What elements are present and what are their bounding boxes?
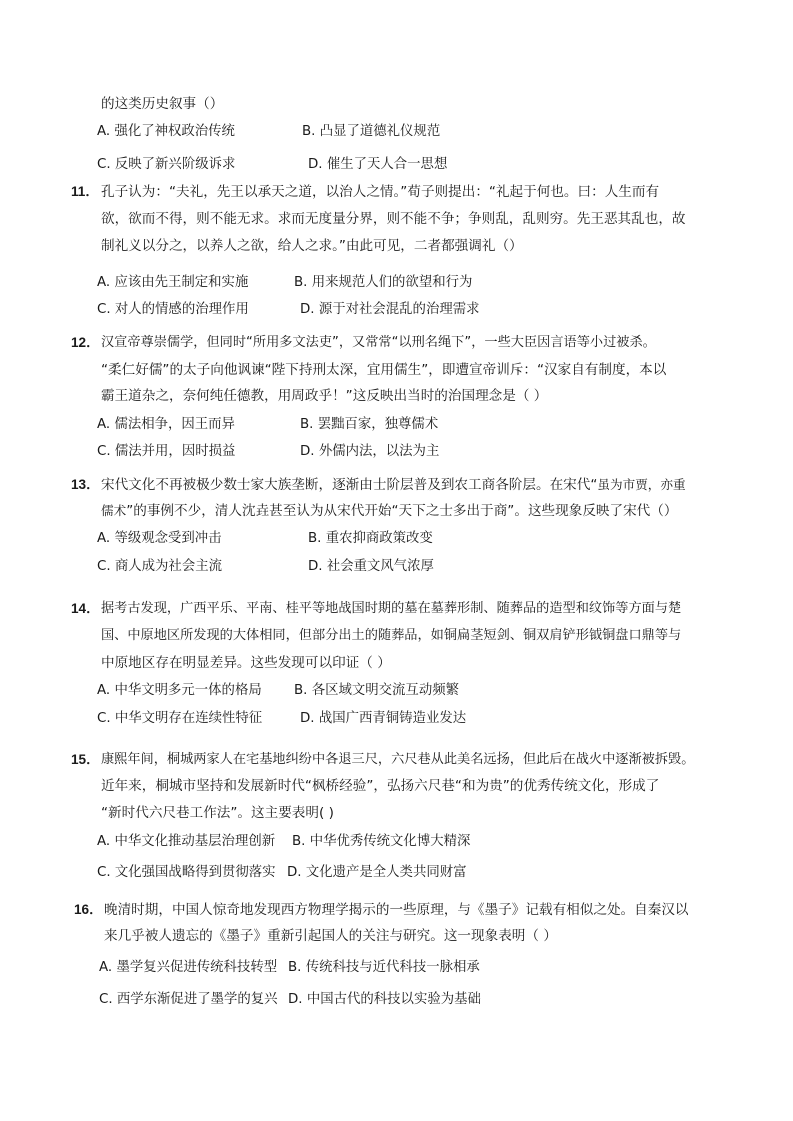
- q13-option-d: D. 社会重文风气浓厚: [308, 559, 434, 574]
- q16-stem-line-1: 晚清时期，中国人惊奇地发现西方物理学揭示的一些原理，与《墨子》记载有相似之处。自秦汉以: [104, 902, 689, 918]
- q11-stem-line-2: 欲，欲而不得，则不能无求。求而无度量分界，则不能不争；争则乱，乱则穷。先王恶其乱也，故: [101, 211, 686, 227]
- q13-option-c: C. 商人成为社会主流: [97, 559, 222, 574]
- q16-option-d: D. 中国古代的科技以实验为基础: [288, 992, 481, 1007]
- q13-quote-part-2: 儒术: [101, 503, 127, 518]
- q15-stem-line-3: “新时代六尺巷工作法”。这主要表明( ): [101, 805, 334, 821]
- q14-number: 14．: [71, 601, 100, 616]
- q11-option-c: C. 对人的情感的治理作用: [97, 302, 249, 317]
- q13-stem-line-2-text: ”的事例不少，清人沈垚甚至认为从宋代开始“天下之士多出于商”。这些现象反映了宋代（）: [126, 503, 678, 519]
- q14-option-b: B. 各区域文明交流互动频繁: [294, 683, 459, 698]
- q13-option-b: B. 重农抑商政策改变: [308, 531, 433, 546]
- q12-stem-line-2: “柔仁好儒”的太子向他讽谏“陛下持刑太深，宜用儒生”，即遭宣帝训斥：“汉家自有制度，本以: [101, 362, 667, 378]
- q12-option-c: C. 儒法并用，因时损益: [97, 444, 236, 459]
- q14-option-a: A. 中华文明多元一体的格局: [97, 683, 262, 698]
- q15-number: 15．: [71, 752, 100, 767]
- q12-stem-line-3: 霸王道杂之，奈何纯任德教，用周政乎！”这反映出当时的治国理念是（ ）: [101, 388, 548, 404]
- q11-option-a: A. 应该由先王制定和实施: [97, 275, 249, 290]
- q15-option-c: C. 文化强国战略得到贯彻落实: [97, 865, 276, 880]
- q10-option-c: C. 反映了新兴阶级诉求: [97, 157, 236, 172]
- q13-quote-part-1: 虽为市贾，亦重: [597, 477, 686, 492]
- q15-option-d: D. 文化遗产是全人类共同财富: [287, 865, 467, 880]
- q14-option-d: D. 战国广西青铜铸造业发达: [300, 711, 467, 726]
- q14-stem-line-3: 中原地区存在明显差异。这些发现可以印证（ ）: [101, 655, 391, 671]
- q16-stem-line-2: 来几乎被人遗忘的《墨子》重新引起国人的关注与研究。这一现象表明（ ）: [104, 928, 557, 944]
- q10-option-a: A. 强化了神权政治传统: [97, 124, 235, 139]
- q14-option-c: C. 中华文明存在连续性特征: [97, 711, 263, 726]
- q16-number: 16．: [74, 902, 103, 917]
- q10-option-b: B. 凸显了道德礼仪规范: [302, 124, 441, 139]
- q12-option-a: A. 儒法相争，因王而异: [97, 417, 235, 432]
- q13-option-a: A. 等级观念受到冲击: [97, 531, 222, 546]
- q12-option-b: B. 罢黜百家，独尊儒术: [300, 417, 439, 432]
- q13-stem-line-1-text: 宋代文化不再被极少数士家大族垄断，逐渐由士阶层普及到农工商各阶层。在宋代“: [101, 477, 598, 493]
- q10-option-d: D. 催生了天人合一思想: [308, 157, 448, 172]
- q11-option-b: B. 用来规范人们的欲望和行为: [294, 275, 473, 290]
- q11-number: 11．: [71, 184, 99, 199]
- q15-option-b: B. 中华优秀传统文化博大精深: [292, 834, 471, 849]
- q13-number: 13．: [71, 477, 100, 492]
- q16-option-c: C. 西学东渐促进了墨学的复兴: [99, 992, 278, 1007]
- q11-stem-line-3: 制礼义以分之，以养人之欲，给人之求。”由此可见，二者都强调礼（）: [101, 238, 523, 254]
- q14-stem-line-1: 据考古发现，广西平乐、平南、桂平等地战国时期的墓在墓葬形制、随葬品的造型和纹饰等方面与楚: [101, 601, 682, 616]
- q11-option-d: D. 源于对社会混乱的治理需求: [300, 302, 480, 317]
- q11-stem-line-1: 孔子认为：“夫礼，先王以承天之道，以治人之情。”荀子则提出：“礼起于何也。曰：人生而有: [101, 184, 660, 200]
- q16-option-a: A. 墨学复兴促进传统科技转型: [99, 960, 278, 975]
- q16-option-b: B. 传统科技与近代科技一脉相承: [288, 960, 480, 975]
- q10-stem-tail: 的这类历史叙事（）: [101, 96, 224, 112]
- q15-stem-line-2: 近年来，桐城市坚持和发展新时代“枫桥经验”，弘扬六尺巷“和为贵”的优秀传统文化，形成了: [101, 778, 660, 794]
- q12-option-d: D. 外儒内法，以法为主: [300, 444, 440, 459]
- q12-number: 12．: [71, 335, 100, 350]
- q15-option-a: A. 中华文化推动基层治理创新: [97, 834, 276, 849]
- q13-stem-line-2: [101, 501, 677, 521]
- q15-stem-line-1: 康熙年间，桐城两家人在宅基地纠纷中各退三尺，六尺巷从此美名远扬，但此后在战火中逐渐被拆毁。: [101, 752, 695, 767]
- q12-stem-line-1: 汉宣帝尊崇儒学，但同时“所用多文法吏”，又常常“以刑名绳下”，一些大臣因言语等小过被杀。: [101, 335, 656, 350]
- q13-stem-line-1: [101, 475, 686, 495]
- q14-stem-line-2: 国、中原地区所发现的大体相同，但部分出土的随葬品，如铜扁茎短剑、铜双肩铲形钺铜盘口鼎等与: [101, 628, 682, 643]
